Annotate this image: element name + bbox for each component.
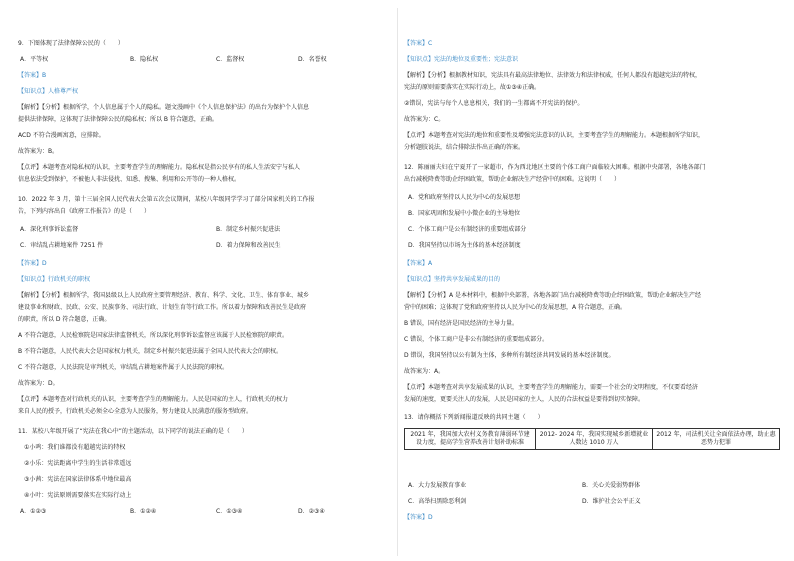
q12-analysis-1: 【解析】【分析】A 是本材料中，根据中央部署，各地各部门出台减税降费等助企纾困政策，帮助企业解决生产经 xyxy=(404,292,702,299)
q9-answer: 【答案】B xyxy=(18,72,47,79)
q13-news-table xyxy=(404,428,780,450)
q9-option-b: B．隐私权 xyxy=(130,56,159,63)
q9-analysis-2: 提供法律保障，这体现了法律保障公民的隐私权；所以 B 符合题意，正确。 xyxy=(18,116,218,123)
q11-analysis-3: ②错误，宪法与每个人息息相关，我们的一生都离不开宪法的保护。 xyxy=(404,100,584,107)
q11-comment-1: 【点评】本题考查对宪法的地位和重要性及增强宪法意识的认识，主要考查学生的理解能力。本题根据所学知识， xyxy=(404,132,705,139)
q11-answer: 【答案】C xyxy=(404,40,433,47)
q11-analysis-1: 【解析】【分析】根据教材知识，宪法具有最高法律地位、法律效力和法律权威，任何人都没有超越宪法的特权， xyxy=(404,72,702,79)
q11-stem: 11．某校八年级开展了“宪法在我心中”的主题活动，以下同学的说法正确的是（ ） xyxy=(18,428,248,435)
q10-comment-2: 来自人民的授予，行政机关必须全心全意为人民服务，努力建设人民满意的服务型政府。 xyxy=(18,408,253,415)
q13-option-c: C．高举扫黑除恶利剑 xyxy=(408,498,467,505)
q12-option-a: A．党和政府坚持以人民为中心的发展思想 xyxy=(408,194,521,201)
q11-option-a: A．①②③ xyxy=(20,508,47,515)
q12-option-d: D．我国坚持以市场为主体的基本经济制度 xyxy=(408,242,521,249)
q10-option-a: A．深化刑事诉讼监督 xyxy=(20,226,79,233)
q10-comment-1: 【点评】本题考查对行政机关的认识，主要考查学生的理解能力。人民是国家的主人，行政机关的权力 xyxy=(18,396,289,403)
q13-option-d: D．维护社会公平正义 xyxy=(582,498,641,505)
q10-analysis-6: C 不符合题意，人民法院是审判机关，审结乱占耕地案件属于人民法院的职权。 xyxy=(18,364,229,371)
q12-analysis-6: 故答案为：A。 xyxy=(404,368,445,375)
q11-comment-2: 分析题肢说法，结合排除法作出正确的答案。 xyxy=(404,144,525,151)
q10-analysis-1: 【解析】【分析】根据所学，我国县级以上人民政府主要管理经济、教育、科学、文化、卫生、体育事业、城乡 xyxy=(18,292,310,299)
q11-analysis-2: 宪法的原则需要落实在实际行动上，故①③④正确。 xyxy=(404,84,541,91)
table-cell: 2012 年，司法机关让全面依法办理，助止惠恶势力犯罪 xyxy=(653,429,780,450)
q10-option-d: D．着力保障和改善民生 xyxy=(216,242,281,249)
q10-analysis-5: B 不符合题意，人民代表大会是国家权力机关，制定乡村振兴促进法属于全国人民代表大会的职权。 xyxy=(18,348,283,355)
q12-stem-1: 12．陈丽丽夫妇在宁夏开了一家超市，作为西北地区主要的个体工商户面临较大困难。根据中央部署，各地各部门 xyxy=(404,164,706,171)
q11-option-b: B．①②④ xyxy=(130,508,157,515)
q10-stem-2: 告，下列内容出自《政府工作报告》的是（ ） xyxy=(18,208,151,215)
q12-stem-2: 出台减税降费等助企纾困政策，帮助企业解决生产经营中的困难。这说明（ ） xyxy=(404,176,621,183)
q10-option-b: B．制定乡村振兴促进法 xyxy=(216,226,281,233)
q9-option-c: C．监督权 xyxy=(216,56,245,63)
q11-item-1: ①小鸣：我们谁都没有超越宪法的特权 xyxy=(24,444,126,451)
q12-option-b: B．国家巩固和发展中小微企业的主导地位 xyxy=(408,210,521,217)
q9-stem: 9．下图体现了法律保障公民的（ ） xyxy=(18,40,124,47)
q10-answer: 【答案】D xyxy=(18,260,47,267)
q12-analysis-2: 营中的困难；这体现了党和政府坚持以人民为中心的发展思想，A 符合题意，正确。 xyxy=(404,304,627,311)
q12-knowledge-point: 【知识点】坚持共享发展成果的目的 xyxy=(404,276,501,283)
q12-analysis-3: B 错误，国有经济是国民经济的主导力量。 xyxy=(404,320,519,327)
q12-comment-2: 发展的速度，更要关注人的发展，人民是国家的主人，人民的合法权益是要得到切实保障。 xyxy=(404,396,645,403)
q12-analysis-5: D 错误，我国坚持以公有制为主体，多种所有制经济共同发展的基本经济制度。 xyxy=(404,352,615,359)
q10-knowledge-point: 【知识点】行政机关的职权 xyxy=(18,276,91,283)
table-cell: 2021 年，我国加大农村义务教育薄弱环节建设力度，提高学生营养改善计划补助标准 xyxy=(405,429,536,450)
q11-item-3: ③小茜：宪法在国家法律体系中地位最高 xyxy=(24,476,132,483)
q12-option-c: C．个体工商户是公有制经济的重要组成部分 xyxy=(408,226,527,233)
q9-knowledge-point: 【知识点】人格尊严权 xyxy=(18,88,79,95)
q12-analysis-4: C 错误，个体工商户是非公有制经济的重要组成部分。 xyxy=(404,336,549,343)
q12-comment-1: 【点评】本题考查对共享发展成果的认识，主要考查学生的理解能力，需要一个社会的文明程度，不仅要看经济 xyxy=(404,384,699,391)
table-cell: 2012- 2024 年，我国实现城乡新增就业人数达 1010 万人 xyxy=(536,429,653,450)
q11-option-c: C．①③④ xyxy=(216,508,243,515)
q13-option-b: B．关心关爱弱势群体 xyxy=(582,482,641,489)
q10-analysis-4: A 不符合题意，人民检察院是国家法律监督机关，所以深化刑事诉讼监督应该属于人民检察院的职责。 xyxy=(18,332,289,339)
q11-item-2: ②小乐：宪法距离中学生的生活非常遥远 xyxy=(24,460,132,467)
q13-option-a: A．大力发展教育事业 xyxy=(408,482,467,489)
q9-analysis-1: 【解析】【分析】根据所学，个人信息属于个人的隐私。题文漫画中《个人信息保护法》的出台为保护个人信息 xyxy=(18,104,310,111)
q10-analysis-7: 故答案为：D。 xyxy=(18,380,59,387)
q10-analysis-3: 的职责，所以 D 符合题意，正确。 xyxy=(18,316,111,323)
q11-knowledge-point: 【知识点】宪法的地位及重要性；宪法意识 xyxy=(404,56,519,63)
q11-option-d: D．②③④ xyxy=(298,508,325,515)
q9-comment-2: 信息依法受到保护，不被他人非法侵扰、知悉、搜集、利用和公开等的一种人格权。 xyxy=(18,176,241,183)
q10-option-c: C．审结乱占耕地案件 7251 件 xyxy=(20,242,104,249)
q10-stem-1: 10．2022 年 3 月，第十三届全国人民代表大会第五次会议期间，某校八年级同学学习了部分国家机关的工作报 xyxy=(18,196,315,203)
q9-analysis-3: ACD 不符合漫画寓意，应排除。 xyxy=(18,132,105,139)
table-row xyxy=(405,429,780,450)
q9-comment-1: 【点评】本题考查对隐私权的认识，主要考查学生的理解能力。隐私权是指公民享有的私人生活安宁与私人 xyxy=(18,164,301,171)
q9-analysis-4: 故答案为：B。 xyxy=(18,148,59,155)
q10-analysis-2: 建设事业和财政、民政、公安、民族事务、司法行政、计划生育等行政工作。所以着力保障和改善民生是政府 xyxy=(18,304,307,311)
column-divider xyxy=(397,8,398,556)
q9-option-a: A．平等权 xyxy=(20,56,49,63)
q11-item-4: ④小叶：宪法原则需要落实在实际行动上 xyxy=(24,492,132,499)
q11-analysis-4: 故答案为：C。 xyxy=(404,116,445,123)
q13-stem: 13．请你概括下列新闻报道反映的共同主题（ ） xyxy=(404,414,544,421)
q9-option-d: D．名誉权 xyxy=(298,56,327,63)
q12-answer: 【答案】A xyxy=(404,260,433,267)
q13-answer: 【答案】D xyxy=(404,514,433,521)
